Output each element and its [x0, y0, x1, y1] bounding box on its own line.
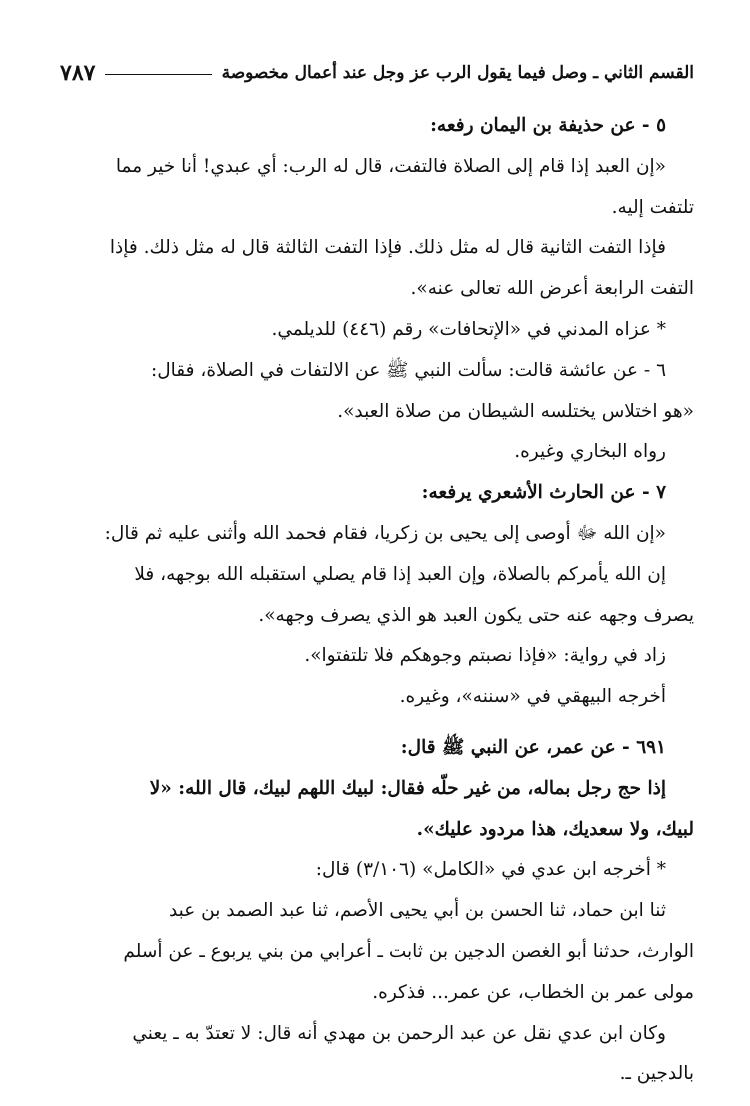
text-line: زاد في رواية: «فإذا نصبتم وجوهكم فلا تلتفتوا». [304, 645, 666, 667]
text-line: ٥ - عن حذيفة بن اليمان رفعه: [430, 115, 666, 136]
page-number: ٧٨٧ [60, 60, 96, 86]
text-line: ٦٩١ - عن عمر، عن النبي ﷺ قال: [400, 736, 666, 758]
text-line: تلتفت إليه. [611, 196, 694, 218]
text-line: «إن الله ﷻ أوصى إلى يحيى بن زكريا، فقام فحمد الله وأثنى عليه ثم قال: [104, 522, 666, 544]
text-line: فإذا التفت الثانية قال له مثل ذلك. فإذا التفت الثالثة قال له مثل ذلك. فإذا [109, 237, 666, 259]
text-line: ٦ - عن عائشة قالت: سألت النبي ﷺ عن الالتفات في الصلاة، فقال: [150, 359, 666, 381]
text-line: * أخرجه ابن عدي في «الكامل» (٣/١٠٦) قال: [315, 859, 666, 881]
running-header [60, 52, 694, 94]
text-line: * عزاه المدني في «الإتحافات» رقم (٤٤٦) للديلمي. [271, 318, 666, 340]
text-line: وكان ابن عدي نقل عن عبد الرحمن بن مهدي أنه قال: لا تعتدّ به ـ يعني [132, 1022, 666, 1044]
text-line: مولى عمر بن الخطاب، عن عمر... فذكره. [372, 981, 694, 1003]
text-line: التفت الرابعة أعرض الله تعالى عنه». [410, 278, 694, 300]
text-line: إن الله يأمركم بالصلاة، وإن العبد إذا قام يصلي استقبله الله بوجهه، فلا [134, 563, 666, 585]
header-rule [105, 74, 211, 75]
text-line: لبيك، ولا سعديك، هذا مردود عليك». [416, 818, 694, 840]
text-line: ٧ - عن الحارث الأشعري يرفعه: [421, 482, 666, 504]
text-line: الوارث، حدثنا أبو الغصن الدجين بن ثابت ـ أعرابي من بني يربوع ـ عن أسلم [123, 940, 694, 962]
text-line: «إن العبد إذا قام إلى الصلاة فالتفت، قال له الرب: أي عبدي! أنا خير مما [115, 155, 666, 177]
text-line: رواه البخاري وغيره. [514, 441, 666, 463]
text-line: بالدجين ـ. [619, 1063, 694, 1085]
text-line: يصرف وجهه عنه حتى يكون العبد هو الذي يصرف وجهه». [258, 604, 694, 626]
text-line: ثنا ابن حماد، ثنا الحسن بن أبي يحيى الأصم، ثنا عبد الصمد بن عبد [168, 900, 666, 922]
text-line: إذا حج رجل بماله، من غير حلّه فقال: لبيك اللهم لبيك، قال الله: «لا [149, 777, 666, 799]
text-line: أخرجه البيهقي في «سننه»، وغيره. [399, 686, 666, 708]
page-body [60, 106, 694, 1095]
text-line: «هو اختلاس يختلسه الشيطان من صلاة العبد». [337, 400, 694, 422]
header-title: القسم الثاني ـ وصل فيما يقول الرب عز وجل عند أعمال مخصوصة [221, 63, 694, 83]
